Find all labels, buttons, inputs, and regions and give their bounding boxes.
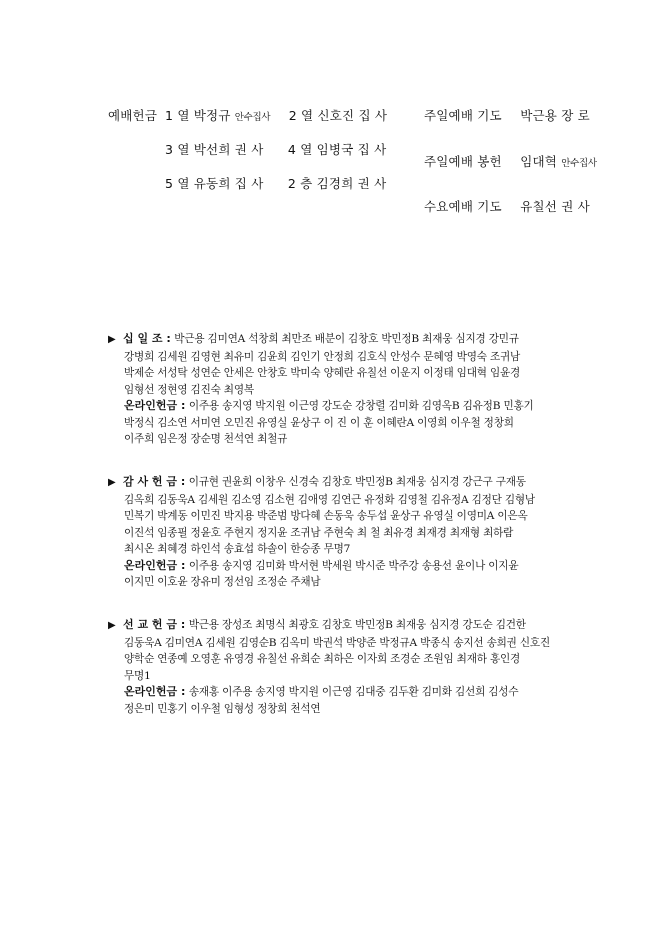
right-triangle-icon: ▶	[108, 620, 116, 631]
sunday-service-suffix: 안수집사	[561, 158, 597, 169]
offering-row-2-col-2: 4 열 임병국 집 사	[287, 142, 387, 157]
tithe-online-line: 이주용 송지영 박지원 이근영 강도순 강창렬 김미화 김영옥B 김유정B 민홍기	[188, 400, 534, 412]
offering-row-3	[165, 174, 386, 192]
mission-online-title: 온라인헌금 :	[124, 685, 186, 698]
wednesday-prayer-name: 유칠선 권 사	[520, 199, 590, 214]
offering-row-2	[165, 140, 386, 158]
thanks-online-line: 이지민 이호윤 장유미 정선임 조정순 주채남	[124, 576, 321, 588]
mission-online-line: 정은미 민홍기 이우철 임형성 정창희 천석연	[124, 702, 321, 715]
sunday-service-label: 주일예배 봉헌	[424, 154, 502, 169]
mission-line: 박근용 장성조 최명식 최광호 김창호 박민정B 최재웅 심지경 강도순 김건한	[188, 619, 526, 631]
thanks-title: 감 사 헌 금 :	[123, 475, 186, 488]
thanks-section	[108, 474, 564, 591]
sunday-prayer	[424, 106, 590, 124]
tithe-online-line: 이주희 임은정 장순명 천석연 최철규	[124, 433, 288, 445]
tithe-title: 십 일 조 :	[123, 332, 171, 345]
offering-row-3-col-2: 2 층 김경희 권 사	[287, 176, 387, 191]
offering-label: 예배헌금	[108, 108, 158, 123]
offering-row-1	[165, 106, 387, 124]
tithe-section	[108, 331, 564, 448]
tithe-line: 강병희 김세원 김영현 최유미 김윤희 김인기 안정희 김호식 안성수 문혜영 박영숙 조귀남	[124, 350, 521, 363]
thanks-line: 이규현 권윤희 이창우 신경숙 김창호 박민정B 최재웅 심지경 강근구 구재동	[188, 476, 526, 488]
thanks-line: 최시온 최혜경 하인석 송효섭 하솔이 한승종 무명7	[124, 543, 351, 555]
thanks-line: 민복기 박계동 이민진 박지용 박준범 방다혜 손동욱 송두섭 윤상구 유영실 이영미A 이은옥	[124, 510, 528, 522]
tithe-online-title: 온라인헌금 :	[124, 399, 186, 412]
tithe-online-line: 박정식 김소연 서미연 오민진 유영실 윤상구 이 진 이 훈 이혜란A 이영희 이우철 정창희	[124, 416, 514, 429]
offering-row-1-col-2: 2 열 신호진 집 사	[288, 108, 388, 123]
offering-row-2-col-1: 3 열 박선희 권 사	[165, 142, 264, 157]
sunday-prayer-label: 주일예배 기도	[424, 108, 502, 123]
sunday-service-name: 임대혁	[520, 154, 558, 169]
sunday-prayer-name: 박근용 장 로	[520, 108, 590, 123]
thanks-online-line: 이주용 송지영 김미화 박서현 박세원 박시준 박주강 송용선 윤이나 이지윤	[188, 559, 519, 572]
mission-title: 선 교 헌 금 :	[123, 618, 186, 631]
wednesday-prayer	[424, 197, 590, 215]
right-triangle-icon: ▶	[108, 477, 116, 488]
offering-row-1-col-1-suffix: 안수집사	[234, 112, 271, 123]
mission-line: 김동욱A 김미연A 김세원 김영순B 김옥미 박권석 박양준 박정규A 박종식 송지선 송희권 신호진	[124, 636, 550, 649]
wednesday-prayer-label: 수요예배 기도	[424, 199, 502, 214]
thanks-line: 김옥희 김동욱A 김세원 김소영 김소현 김애영 김연근 유정화 김영철 김유정A 김정단 김형남	[124, 493, 535, 506]
mission-line: 양학순 연종예 오영훈 유영경 유칠선 유희순 최하은 이자희 조경순 조원임 최재하 홍인경	[124, 653, 521, 665]
tithe-line: 박근용 김미연A 석창희 최만조 배분이 김창호 박민정B 최재웅 심지경 강민규	[174, 333, 519, 345]
mission-line: 무명1	[124, 669, 151, 682]
thanks-line: 이진석 임종필 정윤호 주현지 정지윤 조귀남 주현숙 최 철 최유경 최재경 최재형 최하람	[124, 526, 514, 539]
right-triangle-icon: ▶	[108, 334, 116, 345]
mission-section	[108, 617, 564, 717]
offering-row-1-col-1: 1 열 박정규	[165, 108, 231, 123]
tithe-line: 임형선 정현영 김진숙 최영복	[124, 383, 254, 396]
thanks-online-title: 온라인헌금 :	[124, 558, 186, 572]
mission-online-line: 송재홍 이주용 송지영 박지원 이근영 김대중 김두환 김미화 김선희 김성수	[188, 686, 519, 698]
tithe-line: 박제순 서성탁 성연순 안세은 안창호 박미숙 양혜란 유칠선 이운지 이정태 임대혁 임윤경	[124, 367, 521, 379]
sunday-service	[424, 152, 597, 170]
offering-row-3-col-1: 5 열 유동희 집 사	[165, 176, 264, 191]
